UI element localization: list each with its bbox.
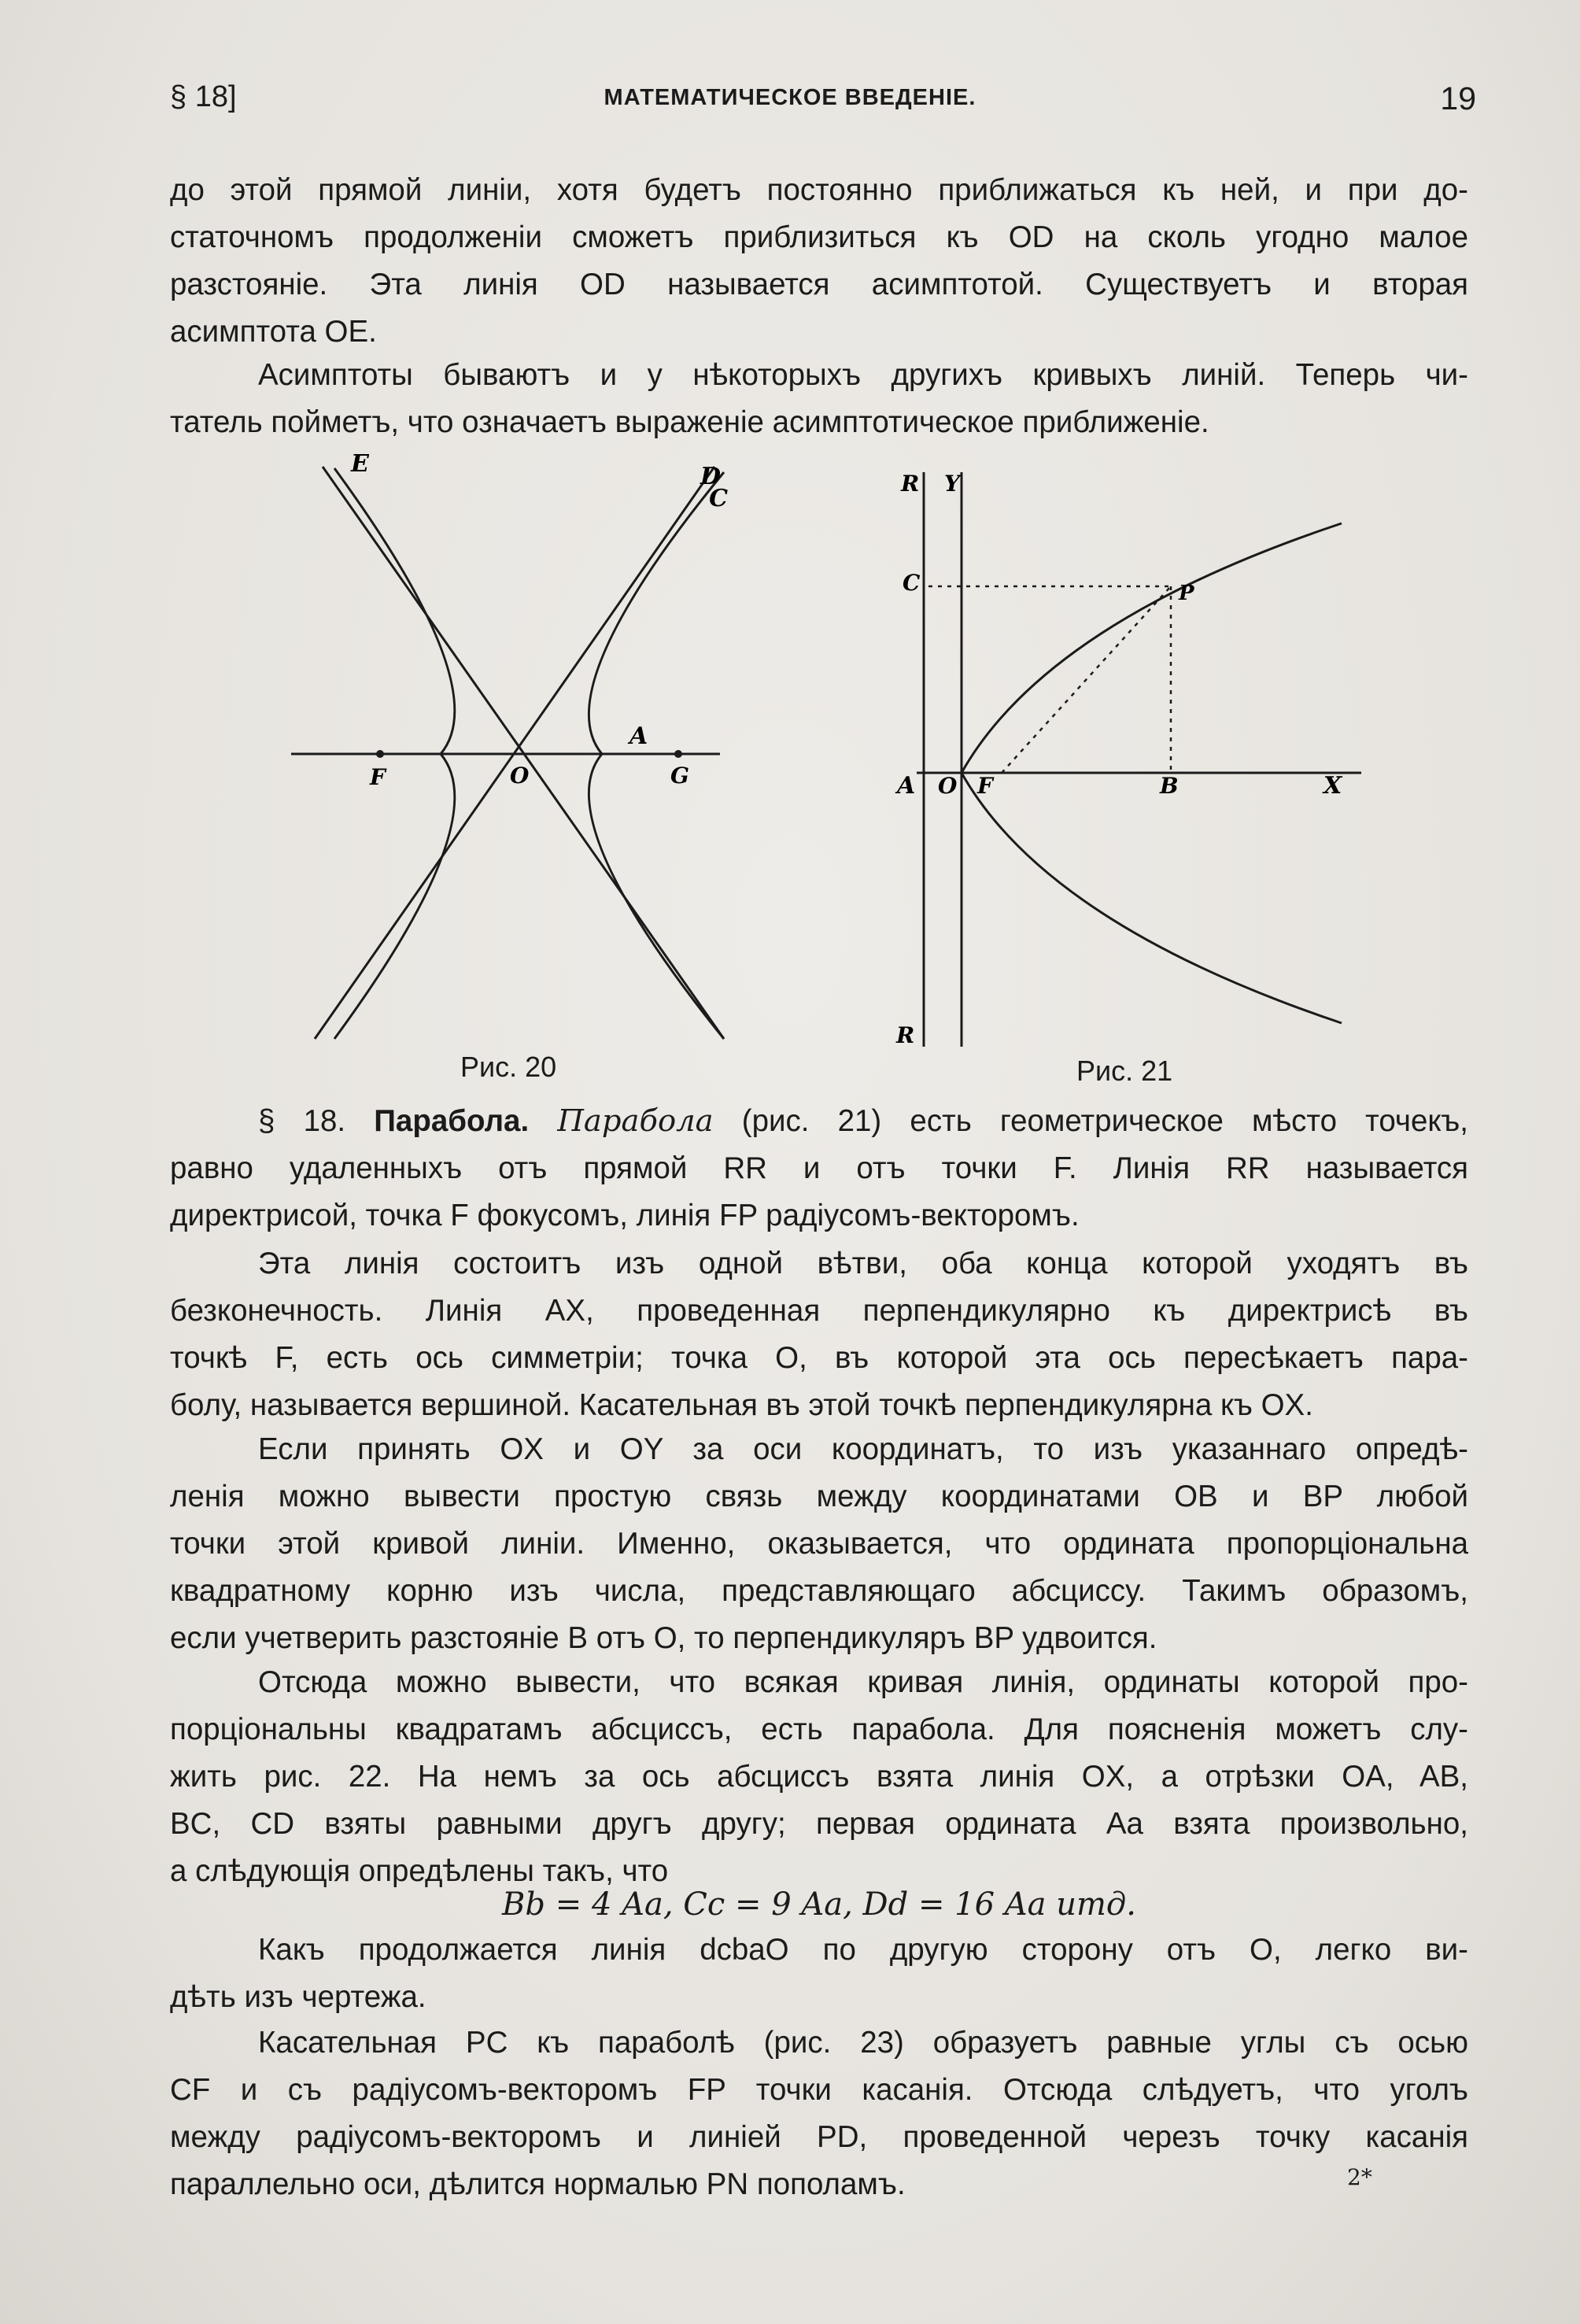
label-y: Y bbox=[944, 471, 960, 497]
text-line: ленія можно вывести простую связь между координатами OB и BP любой bbox=[170, 1480, 1468, 1513]
label-r-bottom: R bbox=[896, 1022, 915, 1048]
header-title: МАТЕМАТИЧЕСКОЕ ВВЕДЕНІЕ. bbox=[604, 85, 976, 110]
label-r-top: R bbox=[901, 471, 920, 497]
text-line: BC, CD взяты равными другъ другу; первая ордината Aa взята произвольно, bbox=[170, 1807, 1468, 1841]
label-o: O bbox=[510, 763, 530, 789]
section-18 bbox=[170, 1098, 1468, 1240]
section-number: § 18. bbox=[258, 1104, 346, 1138]
label-o: O bbox=[938, 773, 958, 799]
text-line: квадратному корню изъ числа, представляющаго абсциссу. Такимъ образомъ, bbox=[170, 1574, 1468, 1608]
figure-20-caption: Рис. 20 bbox=[460, 1051, 557, 1083]
paragraph-5 bbox=[170, 1659, 1468, 1895]
label-e: E bbox=[351, 453, 369, 478]
page-number: 19 bbox=[1440, 80, 1476, 116]
label-x: X bbox=[1323, 772, 1342, 800]
text-line: Асимптоты бываютъ и у нѣкоторыхъ другихъ кривыхъ линій. Теперь чи- bbox=[258, 358, 1468, 392]
formula-block bbox=[170, 1881, 1468, 1928]
text-line: разстояніе. Эта линія OD называется асимптотой. Существуетъ и вторая bbox=[170, 268, 1468, 301]
figure-20-hyperbola bbox=[283, 453, 732, 1059]
section-heading: Парабола. bbox=[374, 1104, 530, 1138]
text-line: болу, называется вершиной. Касательная въ этой точкѣ перпендикулярна къ OX. bbox=[170, 1388, 1313, 1422]
text-line: жить рис. 22. На немъ за ось абсциссъ взята линія OX, а отрѣзки OA, AB, bbox=[170, 1760, 1468, 1794]
text-line: между радіусомъ-векторомъ и линіей PD, проведенной черезъ точку касанія bbox=[170, 2120, 1468, 2154]
label-c: C bbox=[709, 485, 728, 512]
paragraph-4 bbox=[170, 1426, 1468, 1662]
text-line: Эта линія состоитъ изъ одной вѣтви, оба конца которой уходятъ въ bbox=[258, 1247, 1468, 1280]
label-f: F bbox=[977, 773, 993, 799]
radius-vector-fp bbox=[1002, 586, 1171, 773]
text-line: Отсюда можно вывести, что всякая кривая линія, ординаты которой про- bbox=[258, 1665, 1468, 1699]
text-line: директрисой, точка F фокусомъ, линія FP радіусомъ-векторомъ. bbox=[170, 1199, 1080, 1232]
text-line: Касательная PC къ параболѣ (рис. 23) образуетъ равные углы съ осью bbox=[258, 2026, 1468, 2060]
text-line: татель пойметъ, что означаетъ выраженіе асимптотическое приближеніе. bbox=[170, 405, 1209, 439]
text-line: параллельно оси, дѣлится нормалью PN пополамъ. bbox=[170, 2167, 906, 2201]
focus-f-point bbox=[376, 750, 384, 758]
paragraph-2 bbox=[170, 352, 1468, 446]
text-line: точкѣ F, есть ось симметріи; точка O, въ которой эта ось пересѣкаетъ пара- bbox=[170, 1341, 1468, 1375]
figure-21-parabola bbox=[889, 464, 1361, 1055]
paragraph-6 bbox=[170, 1927, 1468, 2021]
text-line: дѣть изъ чертежа. bbox=[170, 1980, 426, 2014]
label-b: B bbox=[1160, 773, 1179, 799]
label-f: F bbox=[370, 764, 386, 790]
text-line: безконечность. Линія AX, проведенная перпендикулярно къ директрисѣ въ bbox=[170, 1294, 1468, 1328]
text-line: порціональны квадратамъ абсциссъ, есть парабола. Для поясненія можетъ слу- bbox=[170, 1713, 1468, 1746]
hyperbola-right-branch bbox=[589, 472, 724, 1039]
formula: Bb = 4 Aa, Cc = 9 Aa, Dd = 16 Aa итд. bbox=[502, 1886, 1136, 1923]
text-line: точки этой кривой линіи. Именно, оказывается, что ордината пропорціональна bbox=[170, 1527, 1468, 1561]
text-line: асимптота OE. bbox=[170, 315, 377, 349]
text-line: Какъ продолжается линія dcbaO по другую сторону отъ O, легко ви- bbox=[258, 1933, 1468, 1967]
paragraph-3 bbox=[170, 1240, 1468, 1429]
label-d: D bbox=[700, 463, 722, 490]
section-18-first-line bbox=[170, 1098, 1468, 1145]
paragraph-1 bbox=[170, 167, 1468, 356]
label-a: A bbox=[629, 722, 648, 750]
paragraph-7 bbox=[170, 2019, 1468, 2208]
text-line: CF и съ радіусомъ-векторомъ FP точки касанія. Отсюда слѣдуетъ, что уголъ bbox=[170, 2073, 1468, 2107]
label-p: P bbox=[1179, 582, 1194, 605]
label-c: C bbox=[903, 570, 921, 596]
text-line: до этой прямой линіи, хотя будетъ постоянно приближаться къ ней, и при до- bbox=[170, 173, 1468, 207]
section-18-line1-rest: (рис. 21) есть геометрическое мѣсто точекъ, bbox=[741, 1104, 1468, 1138]
signature-mark: 2* bbox=[1347, 2164, 1372, 2190]
text-line: равно удаленныхъ отъ прямой RR и отъ точки F. Линія RR называется bbox=[170, 1151, 1468, 1185]
figure-21-caption: Рис. 21 bbox=[1076, 1055, 1173, 1087]
text-line: а слѣдующія опредѣлены такъ, что bbox=[170, 1854, 669, 1888]
label-g: G bbox=[670, 763, 689, 789]
text-line: Если принять OX и OY за оси координатъ, то изъ указаннаго опредѣ- bbox=[258, 1432, 1468, 1466]
focus-g-point bbox=[674, 750, 682, 758]
text-line: статочномъ продолженіи сможетъ приблизиться къ OD на сколь угодно малое bbox=[170, 220, 1468, 254]
text-line: если учетверить разстояніе B отъ O, то перпендикуляръ BP удвоится. bbox=[170, 1621, 1157, 1655]
header-section: § 18] bbox=[170, 80, 237, 113]
label-a: A bbox=[897, 772, 916, 800]
term-parabola: Парабола bbox=[557, 1103, 714, 1139]
